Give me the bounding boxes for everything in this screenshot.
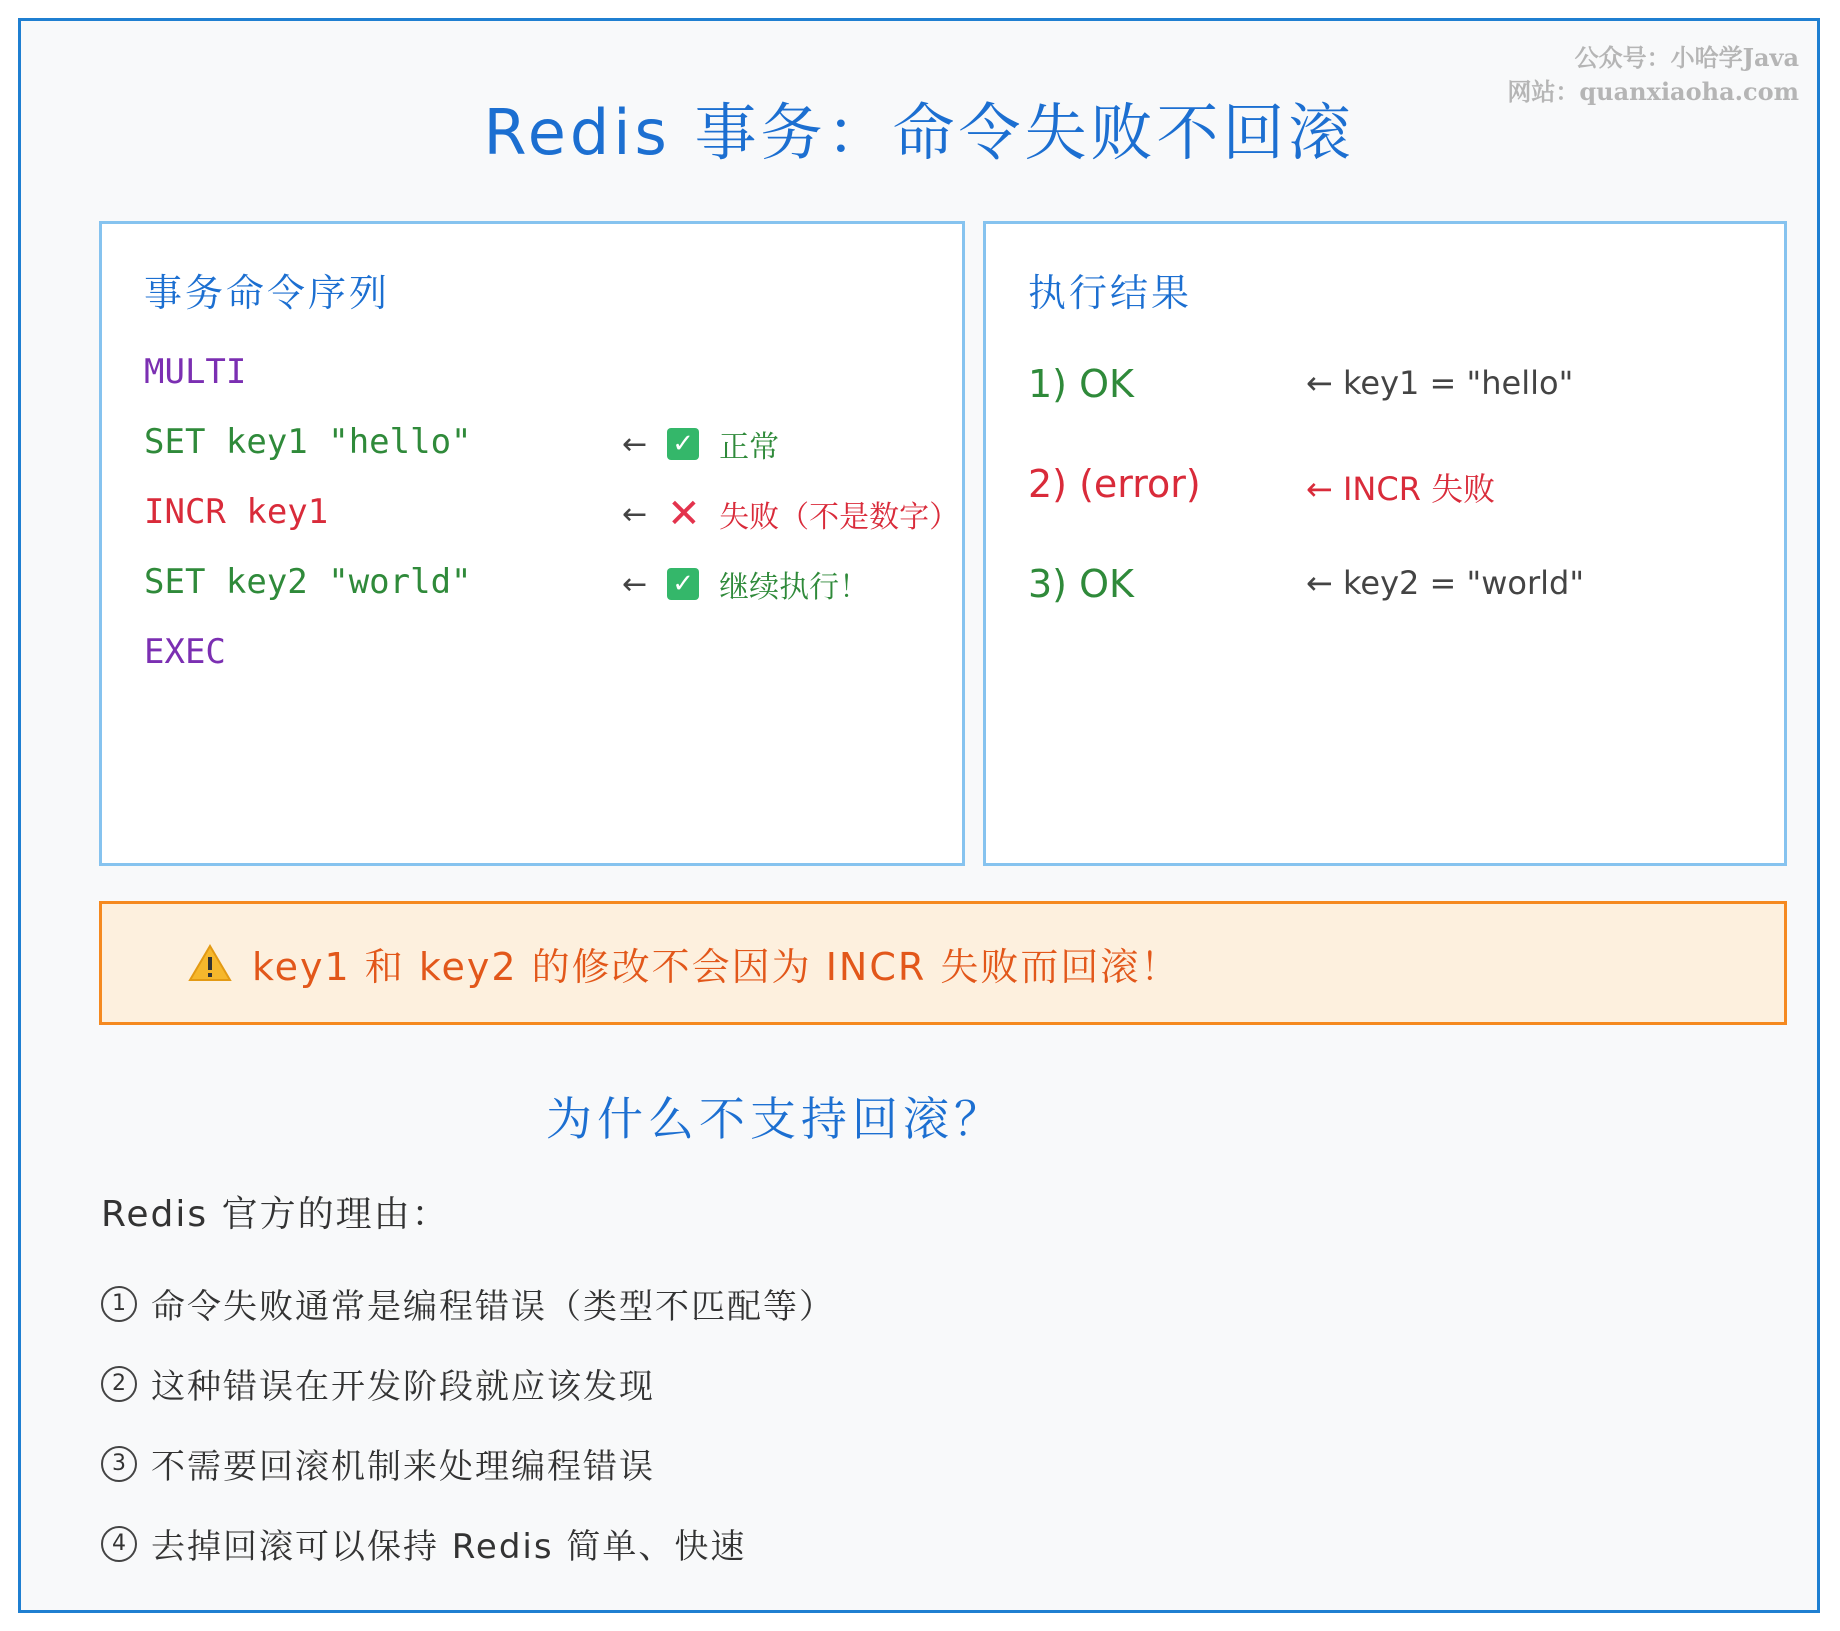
execution-result-panel: [983, 221, 1787, 866]
cmd-exec: EXEC: [144, 632, 226, 672]
warning-icon: [188, 943, 232, 983]
left-arrow-icon: ←: [622, 496, 648, 532]
diagram-frame: [18, 18, 1820, 1613]
number-badge: 3: [101, 1446, 137, 1482]
reason-item: [101, 1279, 835, 1328]
execution-result-heading: 执行结果: [1028, 271, 1193, 315]
watermark-line-1: 公众号：小哈学Java: [1574, 43, 1799, 72]
warning-banner: [99, 901, 1787, 1025]
check-icon: ✓: [667, 428, 699, 460]
left-arrow-icon: ←: [622, 426, 648, 462]
reason-text: 不需要回滚机制来处理编程错误: [151, 1447, 655, 1487]
result-2: 2) (error): [1028, 462, 1201, 506]
result-3-note: ← key2 = "world": [1306, 564, 1585, 602]
diagram-title: Redis 事务：命令失败不回滚: [483, 96, 1355, 169]
result-3: 3) OK: [1028, 562, 1134, 606]
cmd-set-key2: SET key2 "world": [144, 562, 472, 602]
reason-item: [101, 1519, 746, 1568]
note-set-key2: [622, 562, 869, 606]
number-badge: 2: [101, 1366, 137, 1402]
note-set-key1: [622, 422, 779, 466]
left-arrow-icon: ←: [622, 566, 648, 602]
why-title: 为什么不支持回滚？: [546, 1092, 1005, 1146]
note-label: 正常: [719, 430, 780, 465]
command-sequence-panel: [99, 221, 965, 866]
result-2-note: ← INCR 失败: [1306, 470, 1496, 508]
number-badge: 1: [101, 1286, 137, 1322]
command-sequence-heading: 事务命令序列: [144, 271, 391, 315]
why-heading: Redis 官方的理由：: [101, 1194, 450, 1235]
note-label: 失败（不是数字）: [719, 500, 960, 535]
result-1-note: ← key1 = "hello": [1306, 364, 1574, 402]
warning-text: key1 和 key2 的修改不会因为 INCR 失败而回滚！: [252, 944, 1181, 989]
cmd-incr-key1: INCR key1: [144, 492, 329, 532]
note-incr-key1: [622, 492, 959, 536]
reason-text: 命令失败通常是编程错误（类型不匹配等）: [151, 1287, 835, 1327]
cross-icon: ✕: [667, 491, 701, 537]
reason-text: 这种错误在开发阶段就应该发现: [151, 1367, 655, 1407]
reason-item: [101, 1439, 655, 1488]
note-label: 继续执行！: [719, 570, 870, 605]
reason-item: [101, 1359, 655, 1408]
reason-text: 去掉回滚可以保持 Redis 简单、快速: [151, 1527, 747, 1567]
cmd-set-key1: SET key1 "hello": [144, 422, 472, 462]
result-1: 1) OK: [1028, 362, 1134, 406]
number-badge: 4: [101, 1526, 137, 1562]
cmd-multi: MULTI: [144, 352, 247, 392]
check-icon: ✓: [667, 568, 699, 600]
watermark-line-2: 网站：quanxiaoha.com: [1507, 77, 1799, 106]
